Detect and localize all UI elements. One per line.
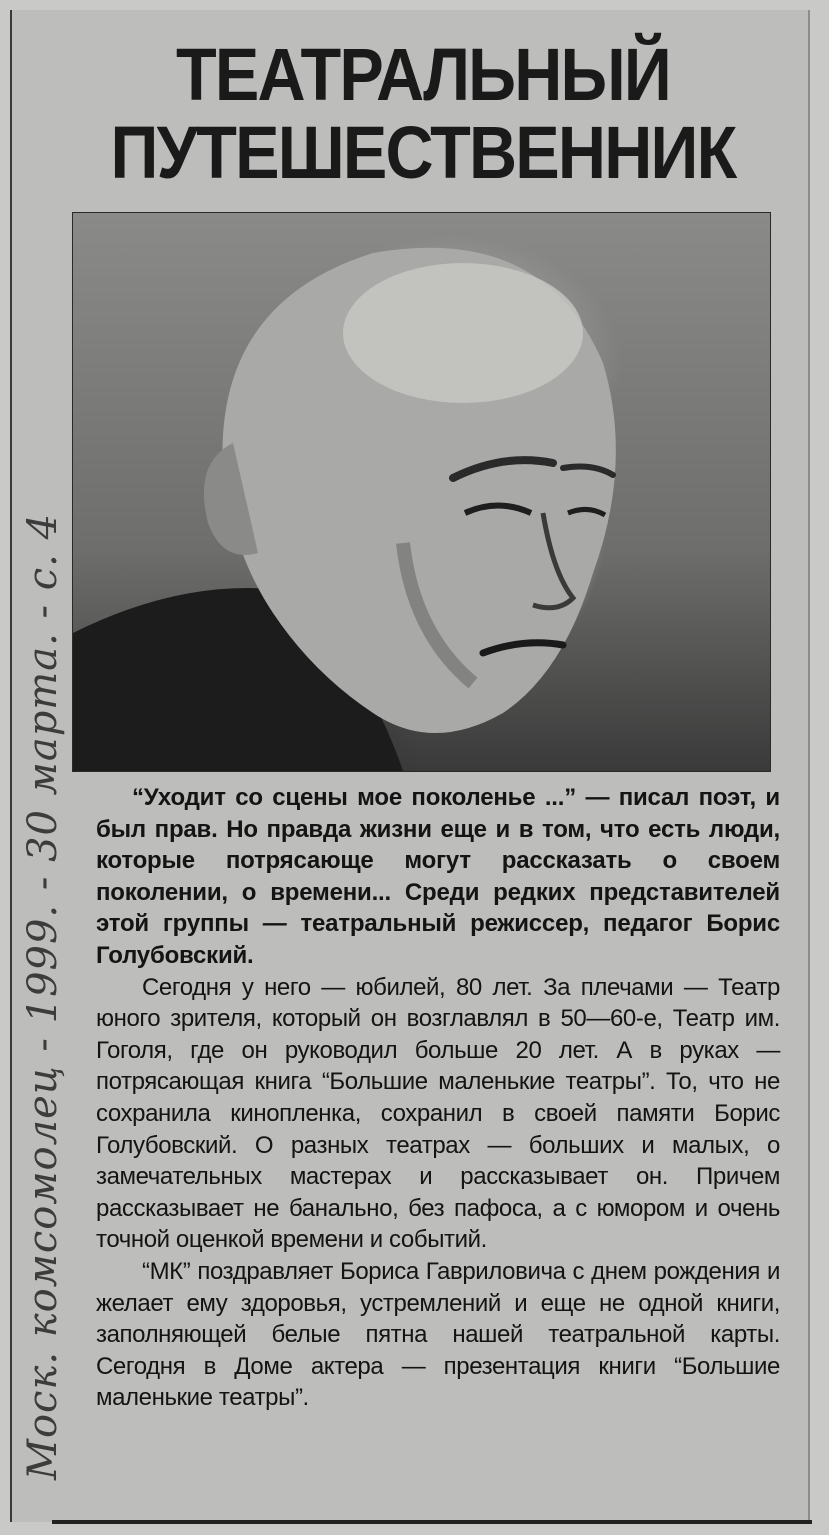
headline-line-2: ПУТЕШЕСТВЕННИК: [110, 111, 736, 194]
article-body: [96, 782, 780, 1414]
article-headline: [95, 33, 752, 194]
article-paragraph-2: “МК” поздравляет Бориса Гавриловича с днем рождения и желает ему здоровья, устремлений и еще не одной книги, заполняющей белые пятна нашей театральной карты. Сегодня в Доме актера — презентация книги “Большие маленькие театры”.: [96, 1257, 780, 1412]
portrait-illustration: [73, 213, 770, 771]
portrait-photo: [72, 212, 771, 772]
article-lead: “Уходит со сцены мое поколенье ...” — писал поэт, и был прав. Но правда жизни еще и в том, что есть люди, которые потрясающе могут рассказать о своем поколении, о времени... Среди редких представителей этой группы — театральный режиссер, педагог Борис Голубовский.: [96, 784, 780, 969]
bottom-rule: [52, 1520, 812, 1524]
article-paragraph-1: Сегодня у него — юбилей, 80 лет. За плечами — Театр юного зрителя, который он возглавлял в 50—60-е, Театр им. Гоголя, где он руководил больше 20 лет. А в руках — потрясающая книга “Большие маленькие театры”. То, что не сохранила кинопленка, сохранил в своей памяти Борис Голубовский. О разных театрах — больших и малых, о замечательных мастерах и рассказывает он. Причем рассказывает не банально, без пафоса, а с юмором и очень точной оценкой времени и событий.: [96, 973, 780, 1254]
handwritten-source-note: Моск. комсомолец - 1999. - 30 марта. - с. 4: [20, 512, 66, 1480]
headline-line-1: ТЕАТРАЛЬНЫЙ: [175, 33, 671, 116]
